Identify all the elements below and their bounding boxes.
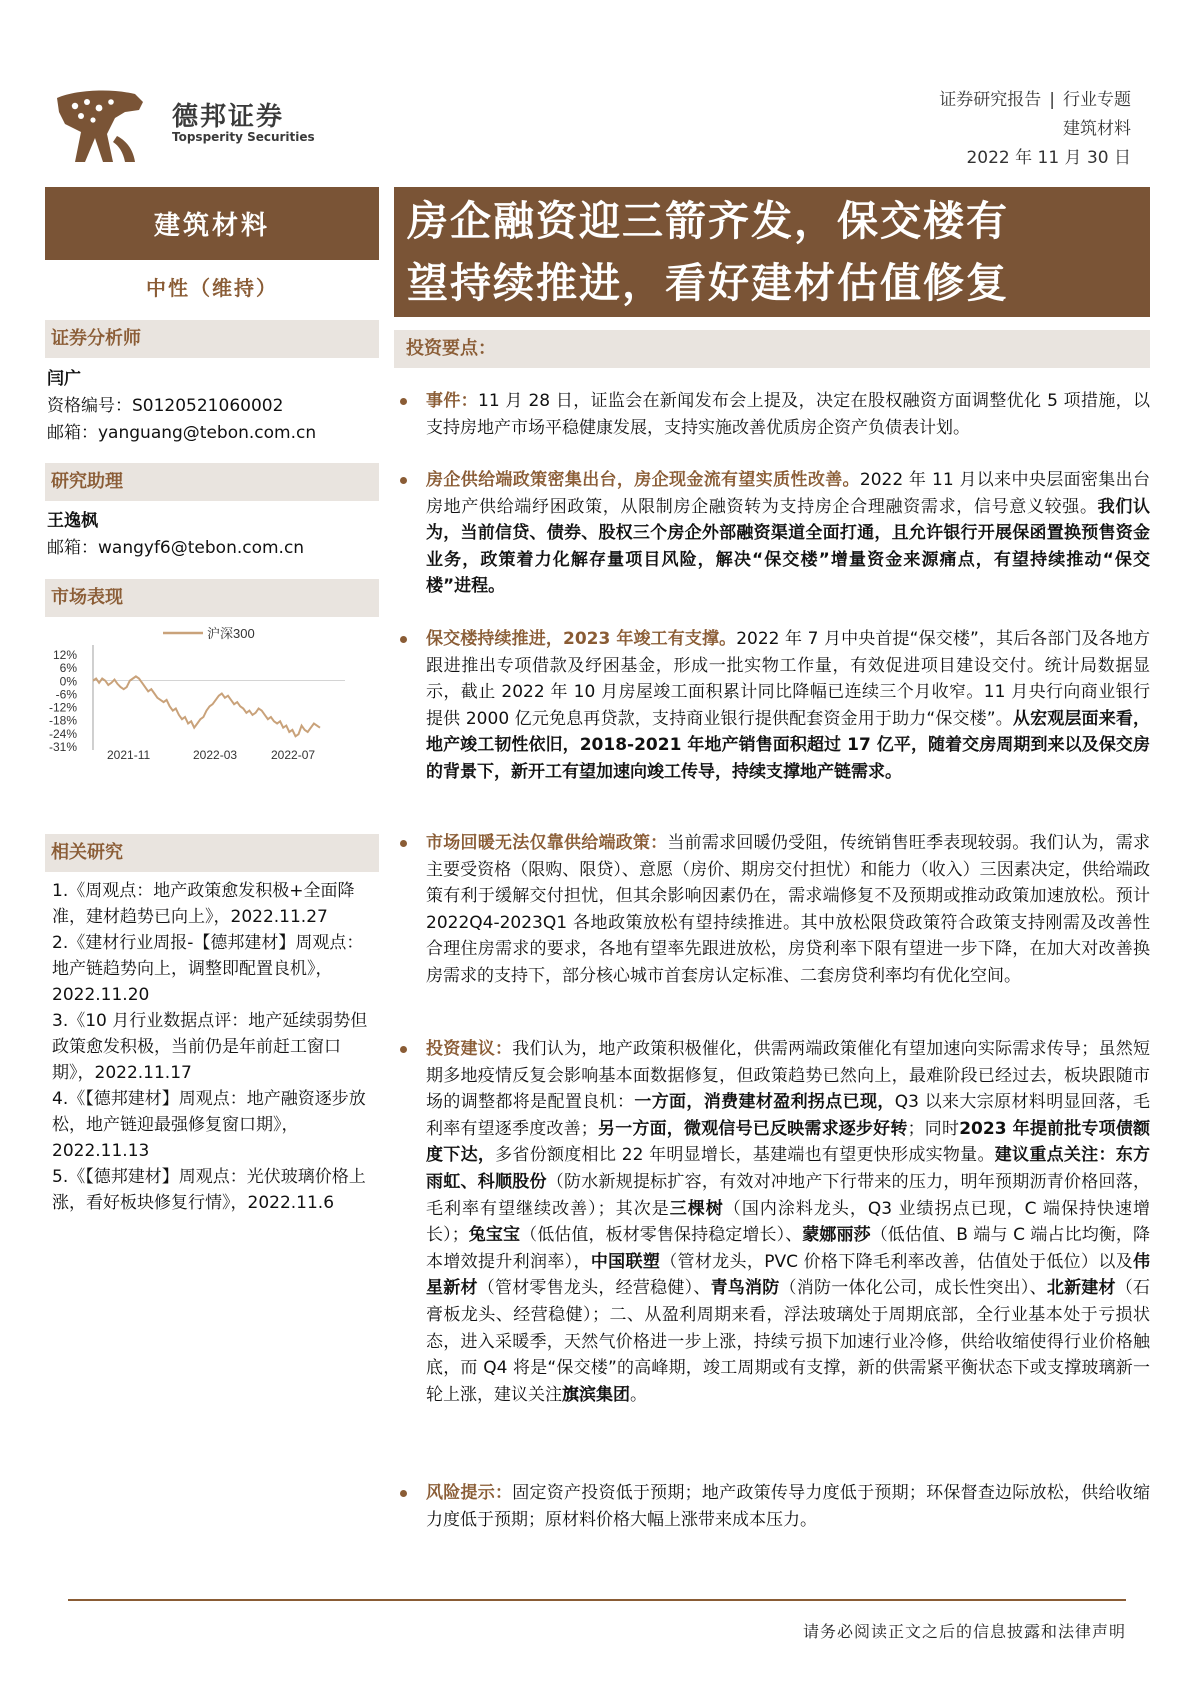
- keypoint-text: 我们认为，地产政策积极催化，供需两端政策催化有望加速向实际需求传导；虽然短期多地疫情反复会影响基本面数据修复，但政策趋势已然向上，最难阶段已经过去，板块跟随市场的调整都将是配置良机：: [426, 1039, 1151, 1113]
- keypoint-bold-text: 青鸟消防: [710, 1278, 780, 1299]
- report-industry: 建筑材料: [1063, 119, 1131, 139]
- analyst-name: 闫广: [47, 369, 81, 389]
- footer-disclaimer[interactable]: 请务必阅读正文之后的信息披露和法律声明: [802, 1622, 1126, 1641]
- y-tick-label: -31%: [48, 740, 77, 754]
- keypoint-bold-text: 从宏观层面来看，地产竣工韧性依旧，2018-2021 年地产销售面积超过 17 亿平，随着交房周期到来以及保交房的背景下，新开工有望加速向竣工传导，持续支撑地产链需求。: [426, 708, 1150, 782]
- assistant-section-head: 研究助理: [45, 463, 379, 501]
- keypoint-text: （低估值，板材零售保持稳定增长）、: [520, 1225, 803, 1246]
- analyst-id-label: 资格编号：: [47, 396, 132, 416]
- keypoint-investment: [400, 1036, 1150, 1408]
- bullet-icon: [400, 477, 407, 484]
- keypoint-bold-text: 我们认为，当前信贷、债券、股权三个房企外部融资渠道全面打通，且允许银行开展保函置换预售资金业务，政策着力化解存量项目风险，解决“保交楼”增量资金来源痛点，有望持续推动“保交楼”进程。: [426, 496, 1151, 597]
- related-item[interactable]: 4.《【德邦建材】周观点：地产融资逐步放松，地产链迎最强修复窗口期》，2022.11.13: [52, 1089, 366, 1161]
- keypoint-bold-text: 伟星新材: [426, 1251, 1151, 1299]
- keypoint-text: （低估值、B 端与 C 端占比均衡，降本增效提升利润率），: [426, 1225, 1151, 1272]
- title-line-1: 房企融资迎三箭齐发，保交楼有: [407, 197, 1009, 245]
- analyst-id: S0120521060002: [132, 396, 284, 416]
- keypoint-text: 2022 年 11 月以来中央层面密集出台房地产供给端纾困政策，从限制房企融资转为支持房企合理融资需求，信号意义较强。: [426, 470, 1150, 517]
- title-line-2: 望持续推进，看好建材估值修复: [407, 259, 1009, 307]
- keypoint-text: （石膏板龙头、经营稳健）；二、从盈利周期来看，浮法玻璃处于周期底部，全行业基本处于亏损状态，进入采暖季，天然气价格进一步上涨，持续亏损下加速行业冷修，供给收缩使得行业价格触底，而 Q4 将是“保交楼”的高峰期，竣工周期或有支撑，新的供需紧平衡状态下或支撑玻璃新一轮上涨，建议关注: [426, 1278, 1151, 1405]
- bullet-icon: [400, 1046, 407, 1053]
- y-tick-label: -24%: [48, 726, 77, 741]
- keypoint-bold-text: 建议重点关注：东方雨虹、科顺股份: [426, 1145, 1151, 1192]
- market-section-head: 市场表现: [45, 579, 379, 617]
- keypoint-bold-text: 兔宝宝: [468, 1225, 521, 1246]
- keypoint-lead: 风险提示：: [426, 1483, 513, 1503]
- keypoint-text: （管材零售龙头，经营稳健）、: [477, 1278, 711, 1299]
- related-item[interactable]: 3.《10 月行业数据点评：地产延续弱势但政策愈发积极，当前仍是年前赶工窗口期》，2022.11.17: [52, 1011, 368, 1083]
- x-tick-label: 2022-03: [193, 748, 238, 762]
- keypoints-head: 投资要点：: [394, 330, 1150, 368]
- keypoint-text: 2022 年 7 月中央首提“保交楼”，其后各部门及各地方跟进推出专项借款及纾困基金，形成一批实物工作量，有效促进项目建设交付。统计局数据显示，截止 2022 年 10 月房屋竣工面积累计同比降幅已连续三个月收窄。11 月央行向商业银行提供 2000 亿元免息再贷款，支持商业银行提供配套资金用于助力“保交楼”。: [426, 629, 1151, 729]
- y-tick-label: -6%: [55, 687, 77, 702]
- keypoint-bold-text: 旗滨集团: [562, 1384, 630, 1405]
- x-tick-label: 2021-11: [107, 748, 151, 762]
- keypoint-text: （国内涂料龙头，Q3 业绩拐点已现，C 端保持快速增长）；: [426, 1198, 1151, 1246]
- keypoint-market-recovery: [400, 830, 1150, 990]
- keypoint-bold-text: 蒙娜丽莎: [802, 1225, 871, 1246]
- keypoint-text: （消防一体化公司，成长性突出）、: [779, 1278, 1047, 1299]
- keypoint-text: 11 月 28 日，证监会在新闻发布会上提及，决定在股权融资方面调整优化 5 项措施，以支持房地产市场平稳健康发展，支持实施改善优质房企资产负债表计划。: [426, 391, 1151, 438]
- brand-name-en: Topsperity Securities: [172, 130, 315, 144]
- y-tick-label: 12%: [52, 648, 77, 662]
- related-research-list: [52, 878, 377, 1216]
- report-title: [394, 187, 1150, 317]
- analyst-email-label: 邮箱：: [47, 423, 98, 443]
- keypoint-lead: 投资建议：: [426, 1039, 513, 1059]
- y-tick-label: 6%: [59, 661, 77, 676]
- y-tick-label: 0%: [59, 674, 77, 689]
- x-tick-label: 2022-07: [271, 748, 316, 762]
- keypoint-bold-text: 北新建材: [1046, 1278, 1116, 1299]
- keypoint-bold-text: 中国联塑: [590, 1251, 661, 1272]
- keypoint-risk: [400, 1480, 1150, 1533]
- keypoint-text: ；同时: [907, 1118, 960, 1139]
- meta-separator: |: [1049, 90, 1055, 110]
- keypoint-event: [400, 388, 1150, 441]
- related-item[interactable]: 2.《建材行业周报-【德邦建材】周观点：地产链趋势向上，调整即配置良机》，2022.11.20: [52, 933, 364, 1005]
- bullet-icon: [400, 1490, 407, 1497]
- keypoint-lead: 市场回暖无法仅靠供给端政策：: [426, 833, 668, 853]
- related-section-head: 相关研究: [45, 834, 379, 872]
- keypoint-lead: 事件：: [426, 391, 479, 411]
- analyst-email[interactable]: yanguang@tebon.com.cn: [98, 423, 317, 443]
- keypoint-text: （防水新规提标扩容，有效对冲地产下行带来的压力，明年预期沥青价格回落，毛利率有望继续改善）；其次是: [426, 1171, 1151, 1219]
- keypoint-bold-text: 另一方面，微观信号已反映需求逐步好转: [597, 1118, 908, 1139]
- bullet-icon: [400, 636, 407, 643]
- keypoint-text: Q3 以来大宗原材料明显回落，毛利率有望逐季度改善；: [426, 1092, 1151, 1139]
- related-item[interactable]: 1.《周观点：地产政策愈发积极+全面降准，建材趋势已向上》，2022.11.27: [52, 881, 355, 927]
- report-type: 证券研究报告: [939, 90, 1042, 110]
- keypoint-lead: 保交楼持续推进，2023 年竣工有支撑。: [426, 629, 737, 649]
- keypoint-text: （管材龙头，PVC 价格下降毛利率改善，估值处于低位）以及: [660, 1251, 1134, 1272]
- keypoint-text: 当前需求回暖仍受阻，传统销售旺季表现较弱。我们认为，需求主要受资格（限购、限贷）、意愿（房价、期房交付担忧）和能力（收入）三因素决定，供给端政策有利于缓解交付担忧，但其余影响因素仍在，需求端修复不及预期或推动政策加速放松。预计 2022Q4-2023Q1 各地政策放松有望持续推进。其中放松限贷政策符合政策支持刚需及改善性合理住房需求的要求，各地有望率先跟进放松，房贷利率下限有望进一步下降，在加大对改善换房需求的支持下，部分核心城市首套房认定标准、二套房贷利率均有优化空间。: [426, 833, 1151, 986]
- sector-label: 建筑材料: [45, 187, 379, 260]
- chart-series-line: [93, 676, 320, 736]
- keypoint-text: 多省份额度相比 22 年明显增长，基建端也有望更快形成实物量。: [495, 1145, 995, 1166]
- report-date: 2022 年 11 月 30 日: [966, 148, 1131, 168]
- assistant-email[interactable]: wangyf6@tebon.com.cn: [98, 538, 305, 558]
- keypoint-text: 。: [630, 1384, 647, 1405]
- keypoint-lead: 房企供给端政策密集出台，房企现金流有望实质性改善。: [426, 470, 860, 490]
- y-tick-label: -18%: [48, 713, 77, 728]
- assistant-name: 王逸枫: [47, 511, 98, 531]
- footer-divider: [68, 1599, 1126, 1601]
- keypoint-delivery: [400, 626, 1150, 786]
- brand-name-cn: 德邦证券: [172, 102, 285, 132]
- assistant-info: [47, 508, 304, 562]
- report-category: 行业专题: [1063, 90, 1131, 110]
- rating: 中性（维持）: [146, 276, 278, 300]
- legend-label: 沪深300: [207, 626, 255, 641]
- keypoint-supply-policy: [400, 467, 1150, 600]
- keypoint-bold-text: 三棵树: [669, 1198, 724, 1219]
- report-meta: [939, 86, 1131, 173]
- market-chart: [45, 625, 379, 790]
- assistant-email-label: 邮箱：: [47, 538, 98, 558]
- keypoint-bold-text: 一方面，消费建材盈利拐点已现，: [634, 1092, 895, 1113]
- related-item[interactable]: 5.《【德邦建材】周观点：光伏玻璃价格上涨，看好板块修复行情》，2022.11.6: [52, 1167, 366, 1213]
- bullet-icon: [400, 840, 407, 847]
- logo-leopard-icon: [55, 88, 147, 166]
- keypoint-text: 固定资产投资低于预期；地产政策传导力度低于预期；环保督查边际放松，供给收缩力度低于预期；原材料价格大幅上涨带来成本压力。: [426, 1483, 1151, 1530]
- bullet-icon: [400, 398, 407, 405]
- analyst-info: [47, 366, 316, 447]
- analyst-section-head: 证券分析师: [45, 320, 379, 358]
- keypoint-bold-text: 2023 年提前批专项债额度下达，: [426, 1118, 1151, 1166]
- y-tick-label: -12%: [48, 700, 77, 715]
